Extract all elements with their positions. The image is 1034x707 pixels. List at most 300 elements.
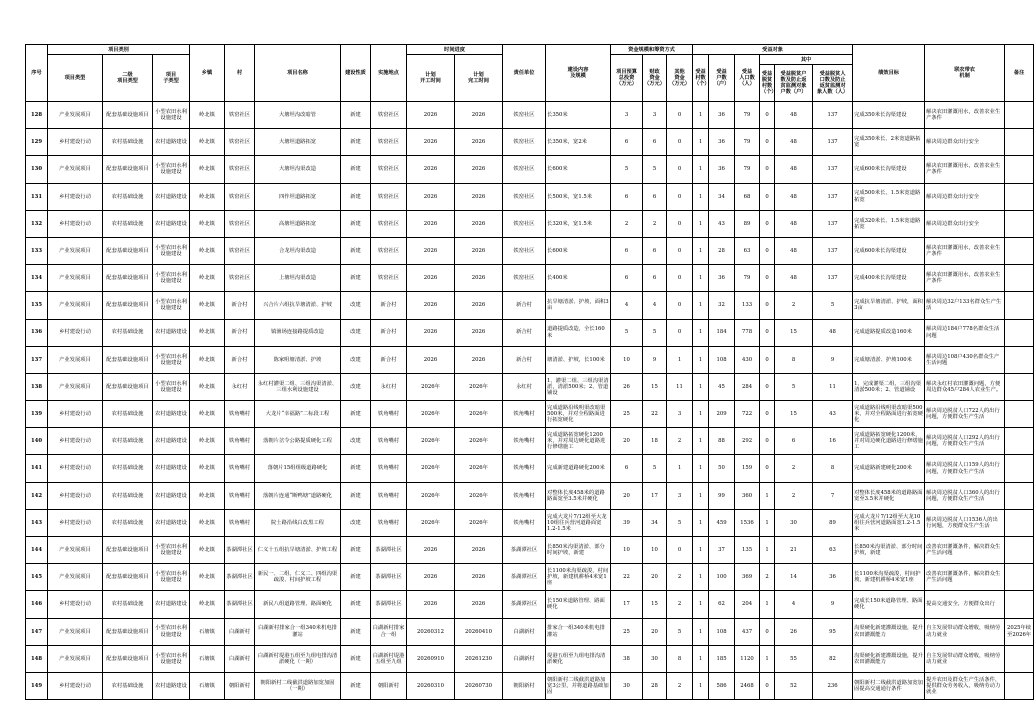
header-owner: 责任单位 [503, 45, 546, 102]
row-sub-type: 农村道路建设 [153, 591, 190, 618]
row-remarks [1005, 102, 1034, 129]
row-kpi: 完成道路新建硬化200米 [853, 455, 925, 482]
row-fiscal-funds: 28 [643, 672, 667, 699]
row-benefit-population: 135 [735, 537, 760, 564]
row-remarks [1005, 265, 1034, 292]
row-content: 长150米道路管理、路面硬化 [546, 591, 611, 618]
row-sub-type: 小型农田水利设施建设 [153, 265, 190, 292]
row-benefit-villages: 1 [693, 455, 709, 482]
row-remarks [1005, 237, 1034, 264]
row-fiscal-funds: 20 [643, 618, 667, 645]
row-remarks [1005, 210, 1034, 237]
row-benefit-villages: 1 [693, 645, 709, 672]
row-benefit-households: 34 [709, 183, 735, 210]
row-mechanism: 提升农田及群众生产生活条件，提供群众劳务收入，吸纳劳动力就业 [925, 672, 1005, 699]
row-benefit-population: 63 [735, 237, 760, 264]
row-town: 岭北镇 [190, 102, 225, 129]
row-benefit-population: 292 [735, 428, 760, 455]
row-fiscal-funds: 18 [643, 428, 667, 455]
row-level2-type: 配套基础设施项目 [103, 156, 153, 183]
row-level2-type: 农村基础设施 [103, 210, 153, 237]
row-town: 岭北镇 [190, 319, 225, 346]
row-other-funds: 0 [667, 183, 693, 210]
row-seq: 148 [26, 645, 48, 672]
header-build-nature: 建设性质 [341, 45, 371, 102]
row-seq: 139 [26, 401, 48, 428]
row-mechanism: 解决周边脱贫人口159人的出行问题，方便群众生产生活 [925, 455, 1005, 482]
row-total-budget: 6 [611, 265, 643, 292]
row-benefit-households: 99 [709, 482, 735, 509]
row-plan-end: 2026年 [455, 455, 503, 482]
row-plan-start: 2026 [407, 537, 455, 564]
row-seq: 140 [26, 428, 48, 455]
row-benefit-villages: 1 [693, 401, 709, 428]
row-project-name: 大龙片“幸福路”二标段工程 [255, 401, 341, 428]
row-location: 铁窑社区 [371, 156, 407, 183]
header-poor-villages: 受益 脱贫 村数 （个） [760, 65, 775, 102]
row-level2-type: 农村基础设施 [103, 183, 153, 210]
row-total-budget: 6 [611, 129, 643, 156]
row-content: 长1100米沟渠疏浚，村间护坡，新建机耕桥4米宽1座 [546, 564, 611, 591]
table-row [26, 509, 1034, 536]
row-poor-households: 52 [775, 672, 813, 699]
row-town: 岭北镇 [190, 210, 225, 237]
header-poor-population: 受益脱贫人 口数及防止 返贫监测对 象人数（人） [813, 65, 853, 102]
table-row [26, 346, 1034, 373]
row-kpi: 朝阳新村二线截洪道路加宽加固提高交通通行条件 [853, 672, 925, 699]
row-benefit-population: 133 [735, 292, 760, 319]
row-benefit-population: 284 [735, 373, 760, 400]
row-seq: 128 [26, 102, 48, 129]
table-row [26, 183, 1034, 210]
table-row [26, 237, 1034, 264]
row-poor-villages: 2 [760, 564, 775, 591]
row-benefit-households: 37 [709, 537, 735, 564]
row-level2-type: 农村基础设施 [103, 129, 153, 156]
row-town: 石塘镇 [190, 618, 225, 645]
row-total-budget: 26 [611, 373, 643, 400]
row-other-funds: 1 [667, 455, 693, 482]
row-project-type: 产业发展项目 [48, 292, 103, 319]
row-benefit-villages: 1 [693, 156, 709, 183]
row-other-funds: 0 [667, 210, 693, 237]
row-mechanism: 解决周边脱贫人口1536人的出行问题，方便群众生产生活 [925, 509, 1005, 536]
row-fiscal-funds: 17 [643, 482, 667, 509]
row-kpi: 完成320米长、1.5米宽道路拓宽 [853, 210, 925, 237]
row-location: 铁角嘴村 [371, 428, 407, 455]
row-mechanism: 解决农田灌溉用水，改善农业生产条件 [925, 102, 1005, 129]
row-build-nature: 新建 [341, 455, 371, 482]
row-remarks [1005, 482, 1034, 509]
row-poor-population: 82 [813, 645, 853, 672]
row-benefit-population: 2468 [735, 672, 760, 699]
row-seq: 132 [26, 210, 48, 237]
row-build-nature: 新建 [341, 618, 371, 645]
row-poor-households: 30 [775, 509, 813, 536]
row-mechanism: 解决周边32户133名群众生产生活 [925, 292, 1005, 319]
row-other-funds: 2 [667, 564, 693, 591]
row-poor-villages: 0 [760, 319, 775, 346]
row-poor-population: 137 [813, 129, 853, 156]
row-level2-type: 配套基础设施项目 [103, 102, 153, 129]
row-mechanism: 解决周边群众出行安全 [925, 210, 1005, 237]
row-content: 长320米，宽1.5米 [546, 210, 611, 237]
row-poor-villages: 0 [760, 292, 775, 319]
row-mechanism: 解决农田灌溉用水，改善农业生产条件 [925, 156, 1005, 183]
header-total-budget: 项目预算 总投资 （万元） [611, 55, 643, 102]
row-poor-households: 48 [775, 183, 813, 210]
row-benefit-population: 89 [735, 210, 760, 237]
row-benefit-villages: 1 [693, 183, 709, 210]
row-other-funds: 3 [667, 401, 693, 428]
row-benefit-households: 185 [709, 645, 735, 672]
table-row [26, 618, 1034, 645]
row-benefit-villages: 1 [693, 210, 709, 237]
row-benefit-households: 36 [709, 102, 735, 129]
header-sub-type: 项目 子类型 [153, 55, 190, 102]
row-build-nature: 新建 [341, 237, 371, 264]
row-project-name: 白湖新村排家合一组340米机电排灌站 [255, 618, 341, 645]
row-plan-end: 2026 [455, 346, 503, 373]
row-seq: 142 [26, 482, 48, 509]
row-owner: 朝阳新村 [503, 672, 546, 699]
row-village: 白湖新村 [225, 618, 255, 645]
row-village: 铁窑社区 [225, 210, 255, 237]
header-benefit-population: 受益 人口数 （人） [735, 55, 760, 102]
row-village: 铁角嘴村 [225, 482, 255, 509]
row-build-nature: 改建 [341, 373, 371, 400]
row-project-type: 乡村建设行动 [48, 455, 103, 482]
row-content: 完成新建道路硬化200米 [546, 455, 611, 482]
row-poor-villages: 1 [760, 509, 775, 536]
row-benefit-population: 79 [735, 129, 760, 156]
row-fiscal-funds: 6 [643, 237, 667, 264]
row-other-funds: 5 [667, 509, 693, 536]
row-plan-end: 20260730 [455, 672, 503, 699]
row-fiscal-funds: 30 [643, 645, 667, 672]
row-village: 新合村 [225, 292, 255, 319]
row-benefit-villages: 1 [693, 591, 709, 618]
row-kpi: 对整体长度458米的道路路面宽至3.5米并硬化 [853, 482, 925, 509]
row-poor-villages: 0 [760, 346, 775, 373]
row-build-nature: 新建 [341, 183, 371, 210]
row-poor-population: 137 [813, 183, 853, 210]
row-benefit-households: 459 [709, 509, 735, 536]
row-remarks [1005, 373, 1034, 400]
row-fiscal-funds: 4 [643, 292, 667, 319]
row-plan-end: 2026年 [455, 373, 503, 400]
row-benefit-households: 45 [709, 373, 735, 400]
row-project-name: 镇渔场连接路提质改造 [255, 319, 341, 346]
row-fiscal-funds: 6 [643, 129, 667, 156]
row-remarks [1005, 509, 1034, 536]
row-plan-start: 2026年 [407, 455, 455, 482]
row-benefit-population: 369 [735, 564, 760, 591]
row-poor-population: 11 [813, 373, 853, 400]
row-poor-population: 89 [813, 509, 853, 536]
row-content: 长350米，宽2米 [546, 129, 611, 156]
row-level2-type: 配套基础设施项目 [103, 645, 153, 672]
row-sub-type: 农村道路建设 [153, 183, 190, 210]
row-mechanism: 改善农田灌溉条件，解决群众生产生活问题 [925, 564, 1005, 591]
row-village: 铁角嘴村 [225, 455, 255, 482]
row-project-name: 新民八组道路管理、路面硬化 [255, 591, 341, 618]
row-plan-end: 2026 [455, 537, 503, 564]
row-build-nature: 新建 [341, 102, 371, 129]
row-plan-start: 2026 [407, 129, 455, 156]
row-kpi: 长850米沟渠清淤、部分时间护坡，新建 [853, 537, 925, 564]
row-location: 铁角嘴村 [371, 482, 407, 509]
row-project-type: 产业发展项目 [48, 645, 103, 672]
table-body [26, 102, 1034, 700]
row-plan-start: 2026年 [407, 509, 455, 536]
row-content: 长400米 [546, 265, 611, 292]
row-poor-villages: 1 [760, 591, 775, 618]
row-benefit-villages: 1 [693, 265, 709, 292]
row-plan-end: 20261230 [455, 645, 503, 672]
row-plan-start: 2026 [407, 210, 455, 237]
row-poor-population: 5 [813, 292, 853, 319]
row-plan-start: 2026 [407, 102, 455, 129]
row-benefit-population: 1536 [735, 509, 760, 536]
row-poor-population: 43 [813, 401, 853, 428]
row-poor-villages: 0 [760, 672, 775, 699]
row-project-type: 乡村建设行动 [48, 672, 103, 699]
row-poor-population: 16 [813, 428, 853, 455]
header-other-funds: 其他 资金 （万元） [667, 55, 693, 102]
row-owner: 铁窑社区 [503, 102, 546, 129]
row-owner: 新合村 [503, 346, 546, 373]
row-benefit-population: 1120 [735, 645, 760, 672]
row-seq: 137 [26, 346, 48, 373]
row-content: 长500米，宽1.5米 [546, 183, 611, 210]
row-benefit-villages: 1 [693, 319, 709, 346]
row-other-funds: 5 [667, 618, 693, 645]
table-row [26, 319, 1034, 346]
row-sub-type: 农村道路建设 [153, 672, 190, 699]
row-content: 堤港五组至九组电排沟清淤硬化 [546, 645, 611, 672]
row-project-type: 乡村建设行动 [48, 129, 103, 156]
row-plan-start: 2026 [407, 346, 455, 373]
row-village: 铁角嘴村 [225, 428, 255, 455]
row-poor-population: 137 [813, 102, 853, 129]
row-location: 铁窑社区 [371, 102, 407, 129]
row-owner: 铁窑社区 [503, 129, 546, 156]
row-location: 朝阳新村 [371, 672, 407, 699]
row-location: 铁角嘴村 [371, 455, 407, 482]
row-other-funds: 0 [667, 319, 693, 346]
row-location: 新合村 [371, 319, 407, 346]
row-village: 茶湖潭社区 [225, 537, 255, 564]
table-row [26, 401, 1034, 428]
row-benefit-villages: 1 [693, 292, 709, 319]
row-project-type: 产业发展项目 [48, 156, 103, 183]
row-remarks [1005, 537, 1034, 564]
row-town: 岭北镇 [190, 265, 225, 292]
row-poor-villages: 0 [760, 183, 775, 210]
row-project-name: 上塘坦沟渠改造 [255, 265, 341, 292]
row-kpi: 完成塘清淤、护坡100米 [853, 346, 925, 373]
row-benefit-population: 79 [735, 265, 760, 292]
row-poor-population: 9 [813, 346, 853, 373]
row-total-budget: 5 [611, 319, 643, 346]
row-level2-type: 农村基础设施 [103, 509, 153, 536]
row-owner: 铁窑社区 [503, 156, 546, 183]
row-sub-type: 农村道路建设 [153, 319, 190, 346]
row-plan-end: 20260410 [455, 618, 503, 645]
row-fiscal-funds: 2 [643, 210, 667, 237]
row-poor-households: 2 [775, 482, 813, 509]
row-build-nature: 新建 [341, 564, 371, 591]
row-sub-type: 小型农田水利设施建设 [153, 373, 190, 400]
table-row [26, 672, 1034, 699]
row-mechanism: 解决周边脱贫人口360人的出行问题，方便群众生产生活 [925, 482, 1005, 509]
row-project-type: 产业发展项目 [48, 373, 103, 400]
row-plan-end: 2026 [455, 156, 503, 183]
row-location: 铁角嘴村 [371, 401, 407, 428]
row-build-nature: 改建 [341, 509, 371, 536]
row-sub-type: 小型农田水利设施建设 [153, 645, 190, 672]
row-location: 白湖新村排家合一组 [371, 618, 407, 645]
row-mechanism: 解决周边脱贫人口292人的出行问题，方便群众生产生活 [925, 428, 1005, 455]
row-plan-end: 2026 [455, 564, 503, 591]
row-project-type: 乡村建设行动 [48, 482, 103, 509]
row-build-nature: 改建 [341, 319, 371, 346]
row-plan-end: 2026 [455, 265, 503, 292]
row-plan-end: 2026 [455, 319, 503, 346]
row-build-nature: 改建 [341, 346, 371, 373]
row-village: 铁角嘴村 [225, 401, 255, 428]
header-beneficiaries: 受益对象 [693, 45, 853, 55]
row-owner: 铁窑社区 [503, 183, 546, 210]
row-project-name: 院士路沿线白改黑工程 [255, 509, 341, 536]
row-total-budget: 3 [611, 102, 643, 129]
row-benefit-households: 108 [709, 618, 735, 645]
row-fiscal-funds: 3 [643, 102, 667, 129]
row-remarks [1005, 428, 1034, 455]
row-plan-end: 2026年 [455, 509, 503, 536]
row-other-funds: 11 [667, 373, 693, 400]
header-project-type: 项目类型 [48, 55, 103, 102]
row-kpi: 长1100米沟渠疏浚，村间护坡，新建机耕桥4米宽1座 [853, 564, 925, 591]
row-owner: 茶湖潭社区 [503, 591, 546, 618]
row-project-name: 大塘坦沟改暗管 [255, 102, 341, 129]
row-mechanism: 自主发展带动群众增收，吸纳劳动力就业 [925, 645, 1005, 672]
header-town: 乡镇 [190, 45, 225, 102]
table-row [26, 537, 1034, 564]
row-remarks [1005, 319, 1034, 346]
row-poor-villages: 1 [760, 645, 775, 672]
row-content: 长850米沟渠清淤、部分时间护坡，新建 [546, 537, 611, 564]
row-benefit-villages: 1 [693, 102, 709, 129]
row-benefit-villages: 1 [693, 129, 709, 156]
row-benefit-households: 108 [709, 346, 735, 373]
row-total-budget: 6 [611, 455, 643, 482]
row-poor-population: 137 [813, 265, 853, 292]
row-content: 对整体长度458米的道路路面宽至3.5米并硬化 [546, 482, 611, 509]
row-town: 岭北镇 [190, 455, 225, 482]
row-content: 朝阳新村二线截洪道路加宽3公里，并将道路基础加固 [546, 672, 611, 699]
row-level2-type: 农村基础设施 [103, 591, 153, 618]
row-village: 朝阳新村 [225, 672, 255, 699]
row-town: 岭北镇 [190, 346, 225, 373]
row-poor-population: 137 [813, 237, 853, 264]
row-location: 新合村 [371, 292, 407, 319]
row-total-budget: 10 [611, 537, 643, 564]
row-village: 铁窑社区 [225, 237, 255, 264]
row-mechanism: 解决周边108户430名群众生产生活问题 [925, 346, 1005, 373]
row-town: 石塘镇 [190, 645, 225, 672]
row-plan-start: 2026 [407, 319, 455, 346]
row-sub-type: 农村道路建设 [153, 129, 190, 156]
row-remarks [1005, 292, 1034, 319]
row-poor-households: 55 [775, 645, 813, 672]
row-mechanism: 解决周边184户778名群众生活问题 [925, 319, 1005, 346]
table-row [26, 373, 1034, 400]
row-poor-households: 6 [775, 428, 813, 455]
row-kpi: 完成抗旱塘清淤、护坡，面积3亩 [853, 292, 925, 319]
header-location: 实施地点 [371, 45, 407, 102]
row-project-name: 仁义十五组抗旱塘清淤、护坡工程 [255, 537, 341, 564]
row-village: 新合村 [225, 319, 255, 346]
row-plan-start: 20260312 [407, 618, 455, 645]
table-row [26, 645, 1034, 672]
row-project-type: 产业发展项目 [48, 346, 103, 373]
row-other-funds: 8 [667, 645, 693, 672]
row-plan-end: 2026年 [455, 401, 503, 428]
row-remarks [1005, 129, 1034, 156]
row-mechanism: 解决农田灌溉用水，改善农业生产条件 [925, 265, 1005, 292]
row-plan-end: 2026年 [455, 482, 503, 509]
row-project-name: 大塘坦沟渠改造 [255, 156, 341, 183]
row-fiscal-funds: 15 [643, 591, 667, 618]
row-kpi: 完成350米长沟渠建设 [853, 102, 925, 129]
row-sub-type: 农村道路建设 [153, 455, 190, 482]
row-total-budget: 38 [611, 645, 643, 672]
row-plan-start: 2026 [407, 591, 455, 618]
row-benefit-households: 586 [709, 672, 735, 699]
row-village: 铁窑社区 [225, 156, 255, 183]
row-benefit-population: 159 [735, 455, 760, 482]
row-project-name: 新民一、二组、仁义二、四组沟渠疏浚、村间护坡工程 [255, 564, 341, 591]
row-poor-households: 48 [775, 210, 813, 237]
row-benefit-population: 204 [735, 591, 760, 618]
row-location: 铁窑社区 [371, 183, 407, 210]
row-project-type: 乡村建设行动 [48, 509, 103, 536]
row-benefit-households: 62 [709, 591, 735, 618]
header-remarks: 备注 [1005, 45, 1034, 102]
row-location: 铁角嘴村 [371, 509, 407, 536]
row-project-type: 产业发展项目 [48, 564, 103, 591]
row-plan-start: 2026年 [407, 401, 455, 428]
header-schedule: 时间进度 [407, 45, 503, 55]
row-project-type: 乡村建设行动 [48, 210, 103, 237]
row-level2-type: 农村基础设施 [103, 482, 153, 509]
row-benefit-households: 32 [709, 292, 735, 319]
row-sub-type: 农村道路建设 [153, 210, 190, 237]
row-build-nature: 新建 [341, 156, 371, 183]
row-fiscal-funds: 5 [643, 156, 667, 183]
row-level2-type: 配套基础设施项目 [103, 537, 153, 564]
row-sub-type: 小型农田水利设施建设 [153, 537, 190, 564]
project-table-container [25, 44, 1032, 700]
row-total-budget: 2 [611, 210, 643, 237]
table-row [26, 265, 1034, 292]
row-poor-households: 14 [775, 564, 813, 591]
row-poor-villages: 0 [760, 210, 775, 237]
row-project-name: 永红村灌渠二组、三组沟渠清淤、三组水利设施建设 [255, 373, 341, 400]
row-town: 岭北镇 [190, 482, 225, 509]
